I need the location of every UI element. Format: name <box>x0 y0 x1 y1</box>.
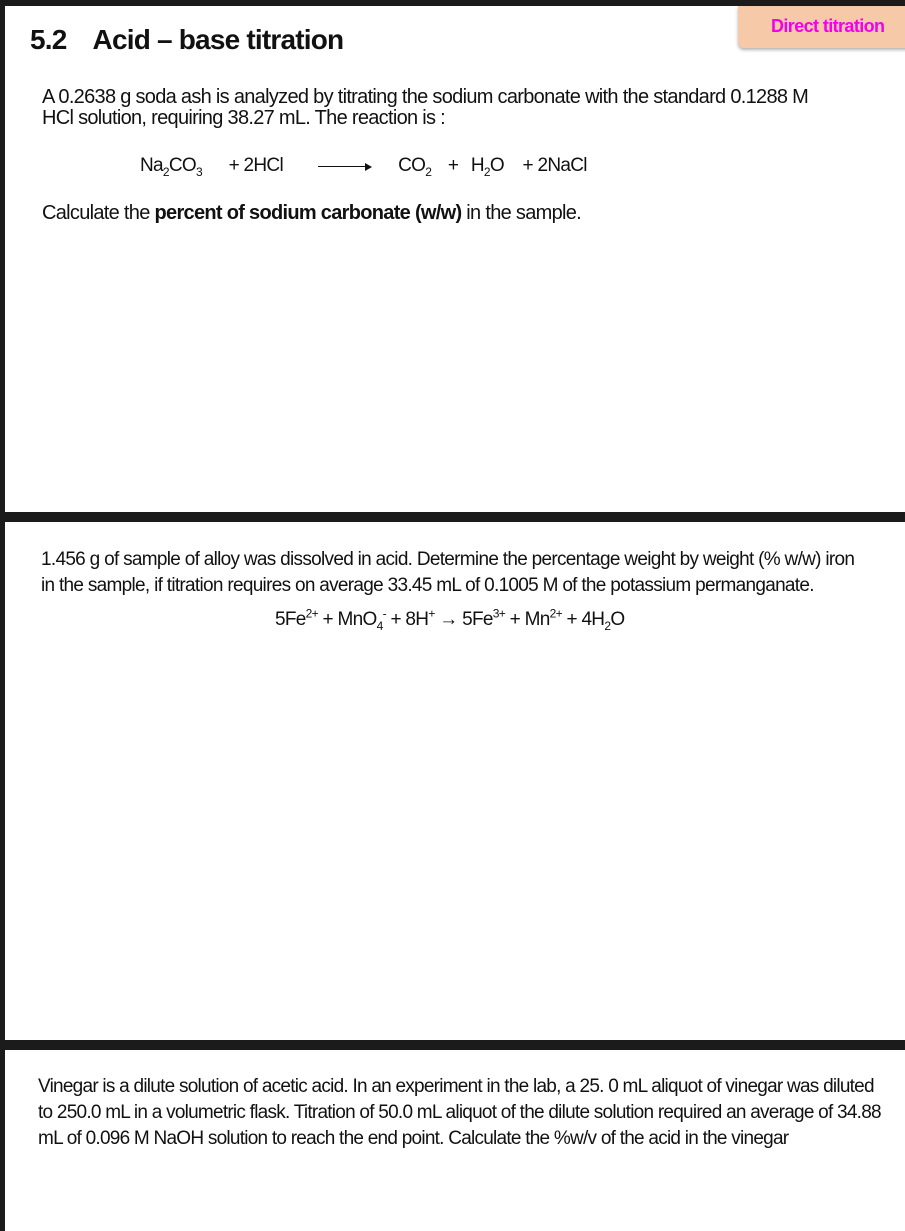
question-line: Calculate the percent of sodium carbonate (w/w) in the sample. <box>42 202 582 224</box>
direct-titration-badge: Direct titration <box>738 6 905 48</box>
problem-line-1: 1.456 g of sample of alloy was dissolved in acid. Determine the percentage weight by weight (% w/w) iron <box>41 549 855 570</box>
plus-sign: + <box>447 155 459 176</box>
title-text: Acid – base titration <box>92 24 344 55</box>
reactant-hcl: + 2HCl <box>228 155 283 176</box>
problem-line-3: mL of 0.096 M NaOH solution to reach the end point. Calculate the %w/v of the acid in the vinegar <box>38 1128 789 1149</box>
slide-vinegar <box>5 1050 905 1231</box>
product-nacl: + 2NaCl <box>522 155 587 176</box>
slide-iron-alloy <box>5 522 905 1040</box>
problem-line-1: Vinegar is a dilute solution of acetic acid. In an experiment in the lab, a 25. 0 mL aliquot of vinegar was diluted <box>38 1076 874 1097</box>
problem-line-2: to 250.0 mL in a volumetric flask. Titration of 50.0 mL aliquot of the dilute solution required an average of 34.88 <box>38 1102 881 1123</box>
redox-equation: $5Fe^{2+} + MnO_4^- + 8H^+ \to 5Fe^{3+} + Mn^{2+} + 4H_2O$ <box>275 606 625 633</box>
reaction-arrow-icon <box>318 161 372 171</box>
product-h2o: $H_2O$ <box>470 155 504 179</box>
reaction-equation <box>140 154 587 178</box>
problem-line-2: in the sample, if titration requires on average 33.45 mL of 0.1005 M of the potassium permanganate. <box>41 575 814 596</box>
section-title <box>30 24 369 56</box>
problem-line-1: A 0.2638 g soda ash is analyzed by titrating the sodium carbonate with the standard 0.1288 M <box>42 86 809 108</box>
slide-acid-base <box>5 6 905 512</box>
reactant-na2co3: $Na_2CO_3$ <box>140 155 202 179</box>
problem-line-2: HCl solution, requiring 38.27 mL. The reaction is : <box>42 107 446 129</box>
product-co2: $CO_2$ <box>398 155 432 179</box>
section-number: 5.2 <box>30 24 67 55</box>
